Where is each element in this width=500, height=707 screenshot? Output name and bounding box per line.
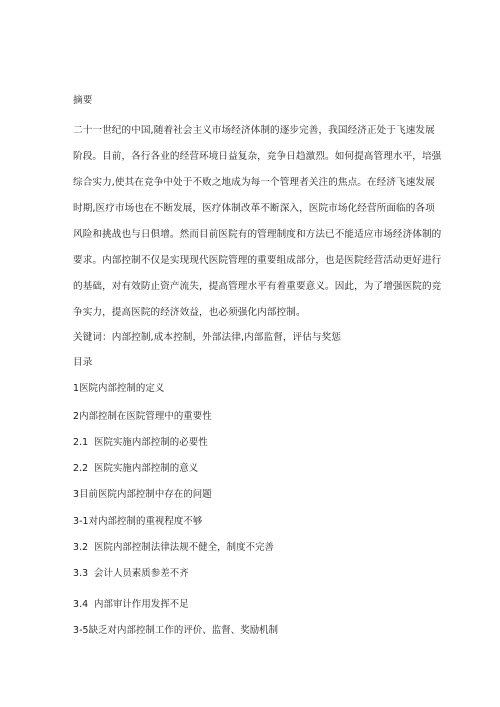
- toc-item-text: 内部审计作用发挥不足: [94, 599, 189, 610]
- abstract-line: 风险和挑战也与日俱增。然而目前医院有的管理制度和方法已不能适应市场经济体制的: [73, 229, 442, 240]
- toc-item-number: 3.2: [73, 542, 89, 553]
- toc-item-text: 3目前医院内部控制中存在的问题: [73, 489, 212, 500]
- toc-item[interactable]: [73, 542, 274, 554]
- toc-item[interactable]: [73, 625, 278, 637]
- abstract-line: 二十一世纪的中国,随着社会主义市场经济体制的逐步完善，我国经济正处于飞速发展: [73, 125, 435, 136]
- toc-item-text: 医院实施内部控制的必要性: [94, 437, 208, 448]
- toc-heading: 目录: [73, 357, 93, 368]
- toc-item-text: 3-5缺乏对内部控制工作的评价、监督、奖励机制: [73, 625, 279, 636]
- toc-item-text: 1医院内部控制的定义: [73, 383, 165, 394]
- toc-item[interactable]: [73, 411, 212, 423]
- toc-item-number: 2.1: [73, 437, 89, 448]
- toc-item[interactable]: [73, 599, 189, 611]
- toc-item[interactable]: [73, 516, 202, 528]
- toc-item[interactable]: [73, 463, 198, 475]
- toc-item[interactable]: [73, 568, 189, 580]
- abstract-heading: 摘要: [73, 95, 93, 106]
- abstract-line: 时期,医疗市场也在不断发展，医疗体制改革不断深入，医院市场化经营所面临的各项: [73, 203, 435, 214]
- abstract-line: 的基础，对有效防止资产流失，提高管理水平有着重要意义。因此，为了增强医院的竞: [73, 281, 442, 292]
- abstract-line: 要求。内部控制不仅是实现现代医院管理的重要组成部分，也是医院经营活动更好进行: [73, 255, 442, 266]
- toc-item-text: 会计人员素质参差不齐: [94, 568, 189, 579]
- toc-item-text: 3-1对内部控制的重视程度不够: [73, 516, 203, 527]
- toc-item-text: 2内部控制在医院管理中的重要性: [73, 411, 212, 422]
- toc-item-text: 医院实施内部控制的意义: [94, 463, 199, 474]
- toc-item-number: 3.4: [73, 599, 89, 610]
- abstract-line: 阶段。目前，各行各业的经营环境日益复杂，竞争日趋激烈。如何提高管理水平，培强: [73, 151, 442, 162]
- toc-item[interactable]: [73, 489, 212, 501]
- abstract-line: 综合实力,使其在竞争中处于不败之地成为每一个管理者关注的焦点。在经济飞速发展: [73, 177, 435, 188]
- toc-item-number: 2.2: [73, 463, 89, 474]
- toc-item-number: 3.3: [73, 568, 89, 579]
- toc-item[interactable]: [73, 437, 208, 449]
- toc-item[interactable]: [73, 383, 164, 395]
- keywords-line: 关键词：内部控制,成本控制，外部法律,内部监督，评估与奖惩: [73, 332, 342, 343]
- toc-item-text: 医院内部控制法律法规不健全，制度不完善: [94, 542, 275, 553]
- abstract-line: 争实力，提高医院的经济效益，也必须强化内部控制。: [73, 307, 306, 318]
